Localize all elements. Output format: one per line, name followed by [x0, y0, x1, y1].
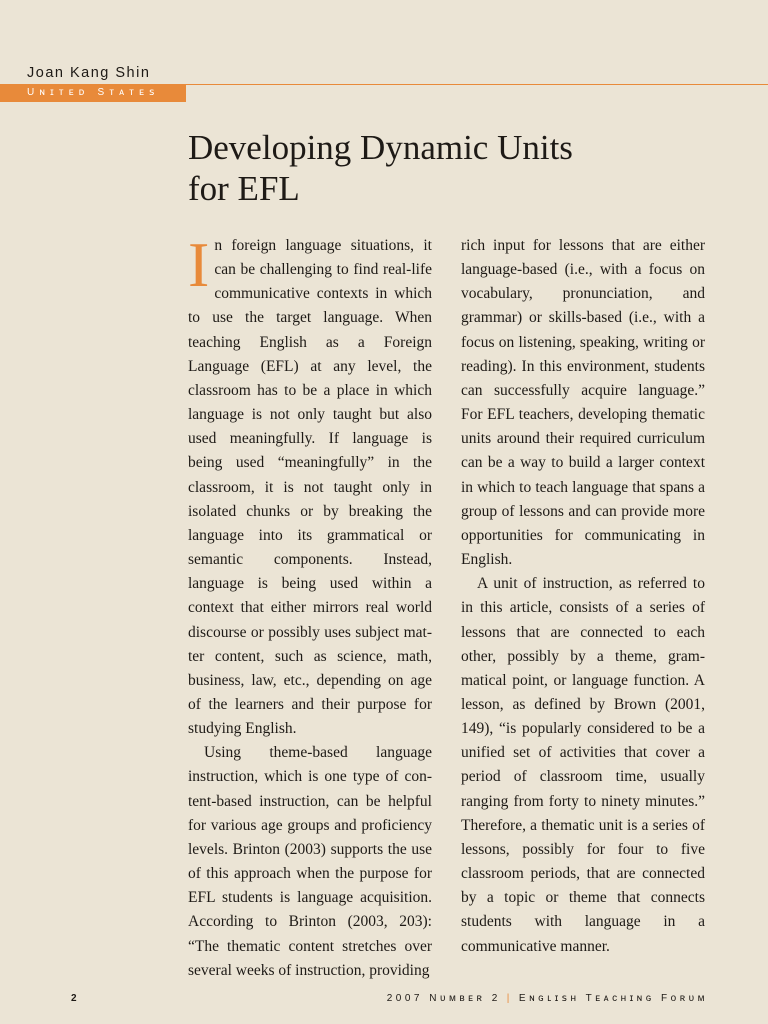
title-line-1: Developing Dynamic Units	[188, 128, 573, 167]
paragraph-4: A unit of instruction, as referred to in this article, consists of a series of lessons that are connected to each other, possibly by a theme, grammatical point, or language function. A lesson, as defined by Brown (2001, 149), “is popularly considered to be a unified set of activities that cover a period of classroom time, usually ranging from forty to ninety minutes.” Therefore, a thematic unit is a series of lessons, possibly for four to five classroom periods, that are connected by a topic or theme that connects students with language in a communicative manner.	[461, 575, 705, 955]
column-right	[461, 234, 705, 959]
paragraph-1-text: n foreign language situations, it can be challenging to find real-life communicative contexts in which to use the target language. When teaching English as a Foreign Language (EFL) at any level, the classroom has to be a place in which language is not only taught but also used meaningfully. If language is being used “meaningfully” in the classroom, it is not taught only in isolated chunks or by breaking the language into its grammatical or semantic components. Instead, language is being used within a context that either mirrors real world discourse or possibly uses subject matter content, such as science, math, business, law, etc., depending on age of the learners and their purpose for studying English.	[188, 237, 432, 738]
footer-separator: |	[506, 993, 513, 1004]
paragraph-1	[188, 229, 432, 741]
article-title	[188, 127, 708, 209]
drop-cap: I	[188, 229, 210, 300]
title-line-2: for EFL	[188, 169, 300, 208]
footer-journal: Eɴɢʟɪꜱʜ Tᴇᴀᴄʜɪɴɢ Fᴏʀᴜᴍ	[518, 993, 708, 1004]
paragraph-3: rich input for lessons that are either language-based (i.e., with a focus on vocabulary, pronunciation, and grammar) or skills-based (i.e., with a focus on listening, speaking, writing or reading). In this environment, students can successfully acquire language.” For EFL teachers, developing thematic units around their required curriculum can be a way to build a larger context in which to teach language that spans a group of lessons and can provide more opportunities for communicating in English.	[461, 237, 705, 569]
footer-publication	[387, 993, 708, 1004]
author-name: Joan Kang Shin	[27, 65, 151, 81]
paragraph-2: Using theme-based language instruction, which is one type of content-based instruction, can be helpful for various age groups and proficiency levels. Brinton (2003) supports the use of this approach when the purpose for EFL students is language acquisition. According to Brinton (2003, 203): “The thematic content stretches over several weeks of instruction, providing	[188, 744, 432, 979]
page-number: 2	[71, 993, 77, 1004]
author-country: Uɴɪᴛᴇᴅ Sᴛᴀᴛᴇꜱ	[27, 87, 160, 98]
footer-year-issue: 2007 Nᴜᴍʙᴇʀ 2	[386, 993, 501, 1004]
column-left	[188, 229, 432, 983]
